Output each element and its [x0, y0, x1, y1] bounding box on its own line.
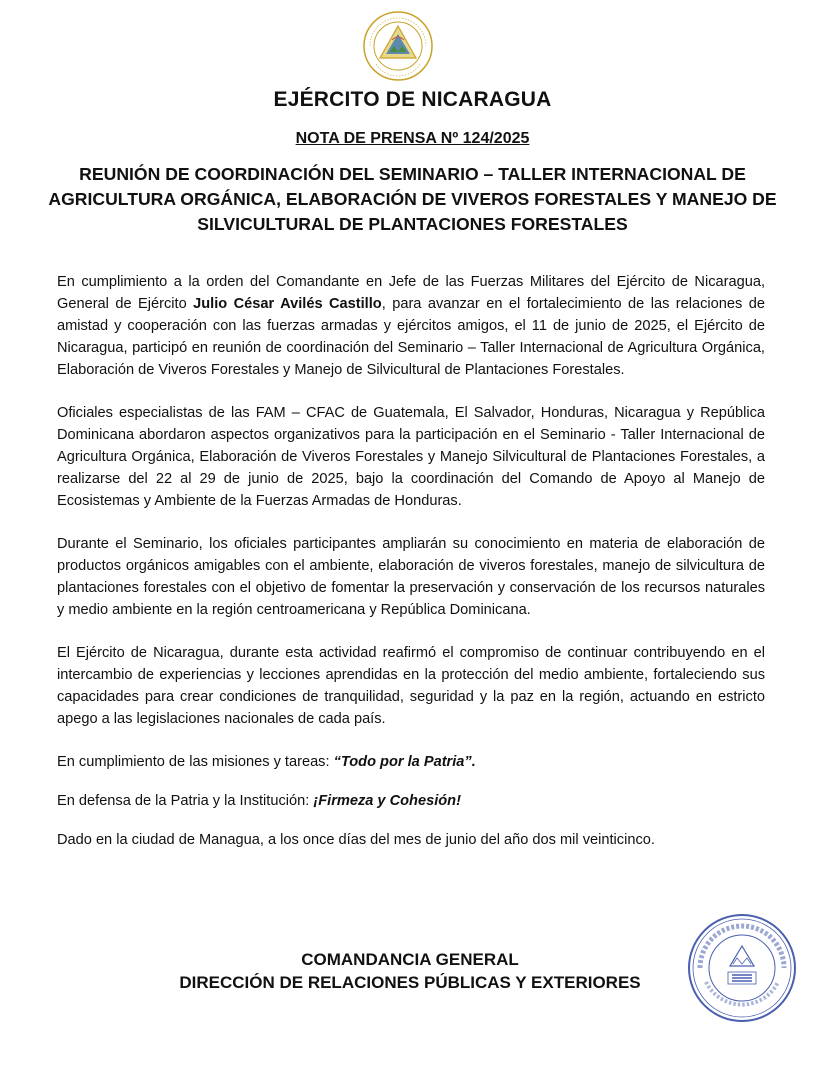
signature-block	[100, 948, 720, 994]
defense-line: En defensa de la Patria y la Institución: ¡Firmeza y Cohesión!	[57, 793, 461, 809]
mission-line: En cumplimiento de las misiones y tareas: “Todo por la Patria”.	[57, 754, 476, 770]
signature-line-2: DIRECCIÓN DE RELACIONES PÚBLICAS Y EXTERIORES	[179, 973, 641, 992]
commander-name: Julio César Avilés Castillo	[193, 296, 382, 312]
paragraph-4: El Ejército de Nicaragua, durante esta actividad reafirmó el compromiso de continuar contribuyendo en el intercambio de experiencias y lecciones aprendidas en la protección del medio ambiente, fortaleciendo sus capacidades para crear condiciones de tranquilidad, seguridad y la paz en la región, actuando en estricto apego a las legislaciones nacionales de cada país.	[57, 645, 765, 727]
headline: REUNIÓN DE COORDINACIÓN DEL SEMINARIO – TALLER INTERNACIONAL DE AGRICULTURA ORGÁNICA, ELABORACIÓN DE VIVEROS FORESTALES Y MANEJO DE SILVICULTURAL DE PLANTACIONES FORESTALES	[48, 164, 777, 234]
organization-title: EJÉRCITO DE NICARAGUA	[273, 88, 552, 111]
paragraph-3: Durante el Seminario, los oficiales participantes ampliarán su conocimiento en materia de elaboración de productos orgánicos amigables con el ambiente, elaboración de viveros forestales, manejo de silvicultura de plantaciones forestales con el objetivo de fomentar la preservación y conservación de los recursos naturales y medio ambiente en la región centroamericana y República Dominicana.	[57, 536, 765, 618]
signature-line-1: COMANDANCIA GENERAL	[301, 950, 519, 969]
defense-motto: ¡Firmeza y Cohesión!	[313, 793, 461, 809]
coat-of-arms-icon	[356, 6, 440, 90]
mission-motto: “Todo por la Patria”.	[333, 754, 476, 770]
press-note-number: NOTA DE PRENSA Nº 124/2025	[295, 130, 530, 147]
official-stamp-icon	[686, 912, 798, 1024]
paragraph-1: En cumplimiento a la orden del Comandante en Jefe de las Fuerzas Militares del Ejército de Nicaragua, General de Ejército Julio César Avilés Castillo, para avanzar en el fortalecimiento de las relaciones de amistad y cooperación con las fuerzas armadas y ejércitos amigos, el 11 de junio de 2025, el Ejército de Nicaragua, participó en reunión de coordinación del Seminario – Taller Internacional de Agricultura Orgánica, Elaboración de Viveros Forestales y Manejo de Silvicultural de Plantaciones Forestales.	[57, 274, 765, 378]
paragraph-2: Oficiales especialistas de las FAM – CFAC de Guatemala, El Salvador, Honduras, Nicaragua y República Dominicana abordaron aspectos organizativos para la participación en el Seminario - Taller Internacional de Agricultura Orgánica, Elaboración de Viveros Forestales y Manejo Silvicultural de Plantaciones Forestales, a realizarse del 22 al 29 de junio de 2025, bajo la coordinación del Comando de Apoyo al Manejo de Ecosistemas y Ambiente de la Fuerzas Armadas de Honduras.	[57, 405, 765, 509]
press-body	[57, 271, 765, 868]
closing-line: Dado en la ciudad de Managua, a los once días del mes de junio del año dos mil veinticinco.	[57, 832, 655, 848]
